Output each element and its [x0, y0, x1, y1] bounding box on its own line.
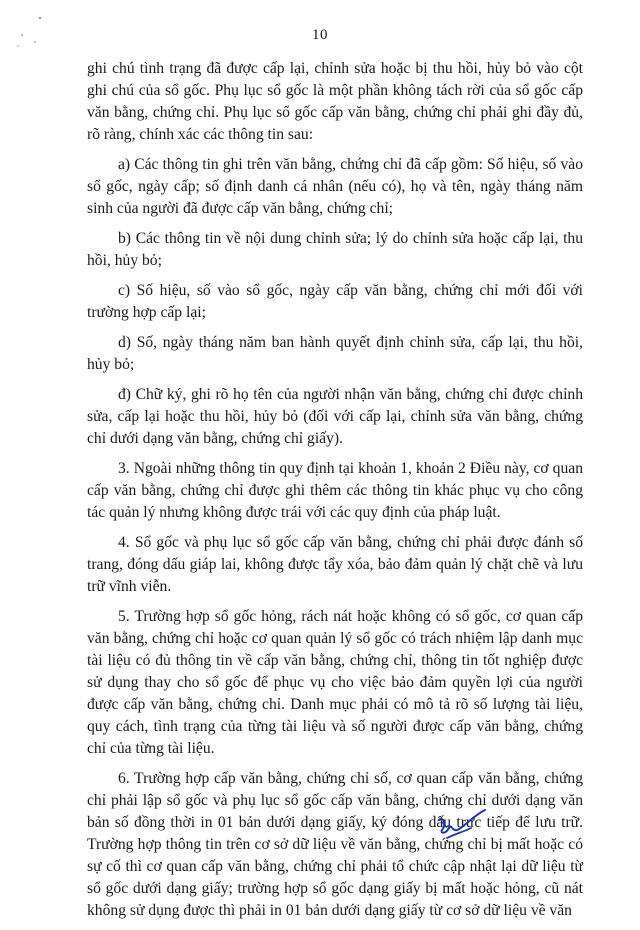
- paragraph-clause-6: 6. Trường hợp cấp văn bằng, chứng chỉ số, cơ quan cấp văn bằng, chứng chỉ phải lập sổ gốc và phụ lục sổ gốc cấp văn bằng, chứng chỉ dưới dạng văn bản số đồng thời in 01 bản dưới dạng giấy, ký đóng dấu trực tiếp để lưu trữ. Trường hợp thông tin trên cơ sở dữ liệu về văn bằng, chứng chỉ bị mất hoặc có sự cố thì cơ quan cấp văn bằng, chứng chỉ phải tổ chức cập nhật lại dữ liệu từ sổ gốc dưới dạng giấy; trường hợp sổ gốc dạng giấy bị mất hoặc hỏng, cũ nát không sử dụng được thì phải in 01 bản dưới dạng giấy từ cơ sở dữ liệu về văn: [87, 770, 583, 919]
- handwritten-initial-signature: [433, 808, 493, 848]
- paragraph-item-c: c) Số hiệu, số vào sổ gốc, ngày cấp văn bằng, chứng chỉ mới đối với trường hợp cấp lại;: [87, 282, 583, 321]
- paragraph-item-a: a) Các thông tin ghi trên văn bằng, chứng chỉ đã cấp gồm: Số hiệu, số vào sổ gốc, ngày cấp; số định danh cá nhân (nếu có), họ và tên, ngày tháng năm sinh của người đã được cấp văn bằng, chứng chỉ;: [87, 156, 583, 217]
- paragraph-clause-4: 4. Sổ gốc và phụ lục sổ gốc cấp văn bằng, chứng chỉ phải được đánh số trang, đóng dấu giáp lai, không được tẩy xóa, bảo đảm quản lý chặt chẽ và lưu trữ vĩnh viễn.: [87, 534, 583, 595]
- paragraph-item-b: b) Các thông tin về nội dung chỉnh sửa; lý do chỉnh sửa hoặc cấp lại, thu hồi, hủy bỏ;: [87, 230, 583, 269]
- page-number: 10: [312, 27, 328, 43]
- paragraph-clause-3: 3. Ngoài những thông tin quy định tại khoản 1, khoản 2 Điều này, cơ quan cấp văn bằng, chứng chỉ được ghi thêm các thông tin khác phục vụ cho công tác quản lý nhưng không được trái với các quy định của pháp luật.: [87, 460, 583, 521]
- document-body: [87, 58, 583, 930]
- paragraph-clause-5: 5. Trường hợp sổ gốc hỏng, rách nát hoặc không có sổ gốc, cơ quan cấp văn bằng, chứng chỉ hoặc cơ quan quản lý sổ gốc có trách nhiệm lập danh mục tài liệu có đủ thông tin về cấp văn bằng, chứng chỉ, thông tin tốt nghiệp được sử dụng thay cho sổ gốc để phục vụ cho việc bảo đảm quyền lợi của người được cấp văn bằng, chứng chỉ. Danh mục phải có mô tả rõ số lượng tài liệu, quy cách, tình trạng của từng tài liệu và số người được cấp văn bằng, chứng chỉ của từng tài liệu.: [87, 608, 583, 757]
- paragraph-item-dd: đ) Chữ ký, ghi rõ họ tên của người nhận văn bằng, chứng chỉ được chỉnh sửa, cấp lại hoặc thu hồi, hủy bỏ (đối với cấp lại, chỉnh sửa văn bằng, chứng chỉ dưới dạng văn bằng, chứng chỉ giấy).: [87, 386, 583, 447]
- paragraph-item-d: d) Số, ngày tháng năm ban hành quyết định chỉnh sửa, cấp lại, thu hồi, hủy bỏ;: [87, 334, 583, 373]
- paragraph-continued: ghi chú tình trạng đã được cấp lại, chỉnh sửa hoặc bị thu hồi, hủy bỏ vào cột ghi chú của sổ gốc. Phụ lục sổ gốc là một phần không tách rời của sổ gốc cấp văn bằng, chứng chỉ. Phụ lục sổ gốc cấp văn bằng, chứng chỉ phải ghi đầy đủ, rõ ràng, chính xác các thông tin sau:: [87, 60, 583, 143]
